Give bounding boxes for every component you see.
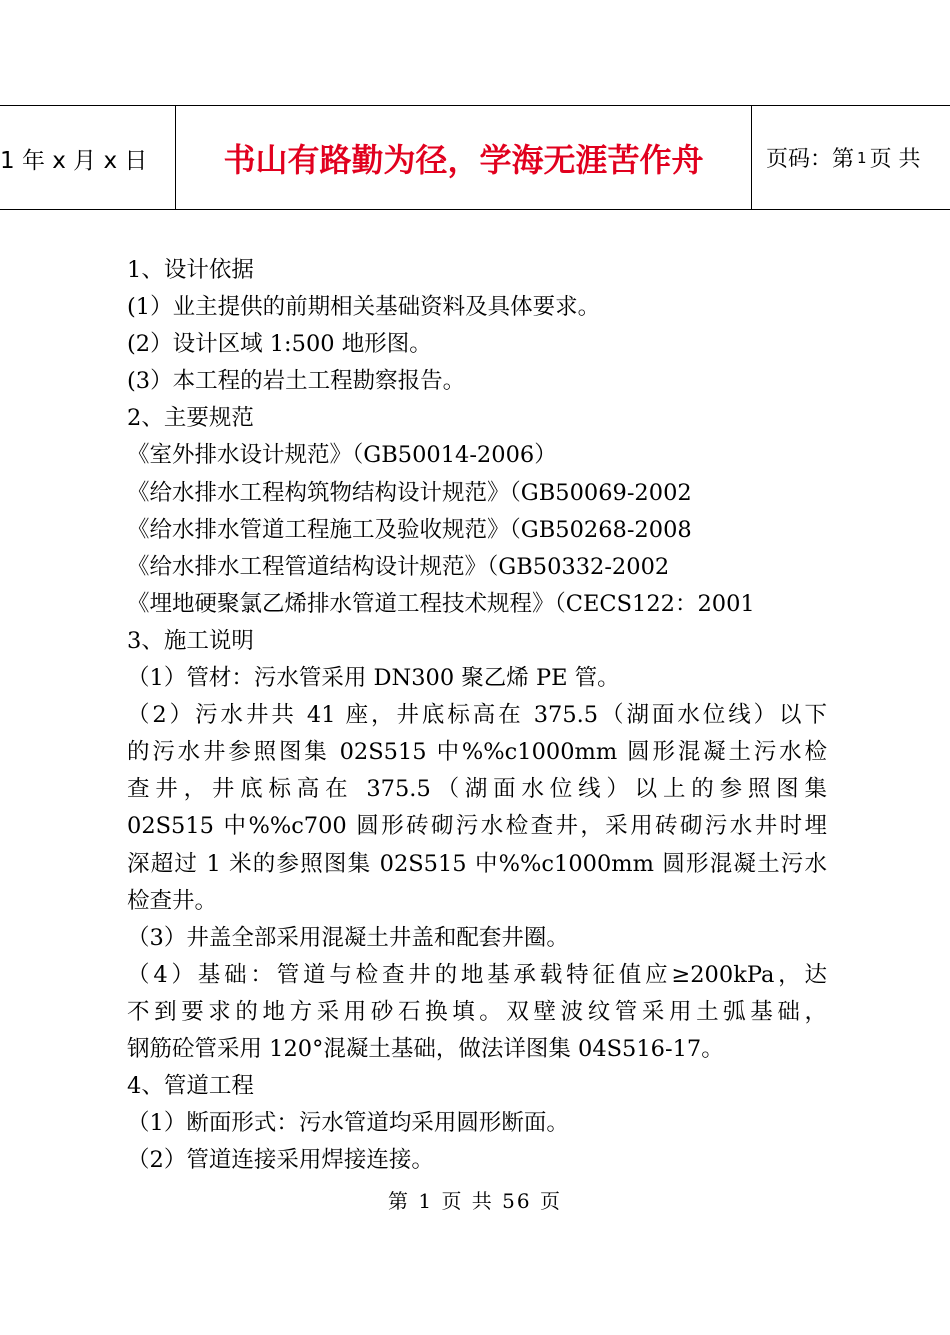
paragraph-line: 的污水井参照图集 02S515 中%%c1000mm 圆形混凝土污水检	[127, 739, 827, 766]
list-item: （1）管材：污水管采用 DN300 聚乙烯 PE 管。	[127, 665, 620, 692]
header-page-suffix: 页 共	[869, 147, 921, 172]
header-date: 1 年 x 月 x 日	[0, 106, 176, 209]
paragraph-line: 02S515 中%%c700 圆形砖砌污水检查井，采用砖砌污水井时埋	[127, 813, 827, 840]
paragraph-line: 检查井。	[127, 887, 218, 914]
list-item: （1）断面形式：污水管道均采用圆形断面。	[127, 1110, 569, 1137]
section-heading: 3、施工说明	[127, 627, 254, 654]
section-heading: 4、管道工程	[127, 1073, 254, 1100]
list-item: (3）本工程的岩土工程勘察报告。	[127, 368, 466, 395]
list-item: (2）设计区域 1:500 地形图。	[127, 331, 432, 358]
paragraph-manholes	[127, 697, 827, 920]
paragraph-line: （4）基础：管道与检查井的地基承载特征值应≥200kPa，达	[127, 961, 827, 988]
header-motto: 书山有路勤为径，学海无涯苦作舟	[176, 106, 752, 209]
list-item: （3）井盖全部采用混凝土井盖和配套井圈。	[127, 924, 569, 951]
paragraph-line: 钢筋砼管采用 120°混凝土基础，做法详图集 04S516-17。	[127, 1035, 724, 1062]
section-heading: 1、设计依据	[127, 257, 254, 283]
header-page-number: 1	[857, 148, 867, 167]
header-page-info	[752, 106, 950, 209]
paragraph-line: 不到要求的地方采用砂石换填。双壁波纹管采用土弧基础，	[127, 998, 827, 1025]
list-item: (1）业主提供的前期相关基础资料及具体要求。	[127, 294, 601, 321]
section-heading: 2、主要规范	[127, 405, 254, 432]
list-item: （2）管道连接采用焊接连接。	[127, 1147, 434, 1174]
page-header	[0, 105, 950, 210]
page-footer: 第 1 页 共 56 页	[388, 1189, 562, 1213]
header-page-prefix: 页码：第	[766, 147, 855, 172]
list-item: 《室外排水设计规范》（GB50014-2006）	[127, 442, 557, 469]
paragraph-line: （2）污水井共 41 座，井底标高在 375.5（湖面水位线）以下	[127, 702, 827, 729]
paragraph-line: 深超过 1 米的参照图集 02S515 中%%c1000mm 圆形混凝土污水	[127, 850, 827, 877]
list-item: 《给水排水管道工程施工及验收规范》（GB50268-2008	[127, 516, 692, 543]
document-body	[127, 252, 827, 1179]
paragraph-foundation	[127, 957, 827, 1068]
list-item: 《给水排水工程构筑物结构设计规范》（GB50069-2002	[127, 479, 692, 506]
list-item: 《给水排水工程管道结构设计规范》（GB50332-2002	[127, 553, 670, 580]
list-item: 《埋地硬聚氯乙烯排水管道工程技术规程》（CECS122：2001	[127, 590, 755, 617]
paragraph-line: 查井，井底标高在 375.5（湖面水位线）以上的参照图集	[127, 776, 827, 803]
